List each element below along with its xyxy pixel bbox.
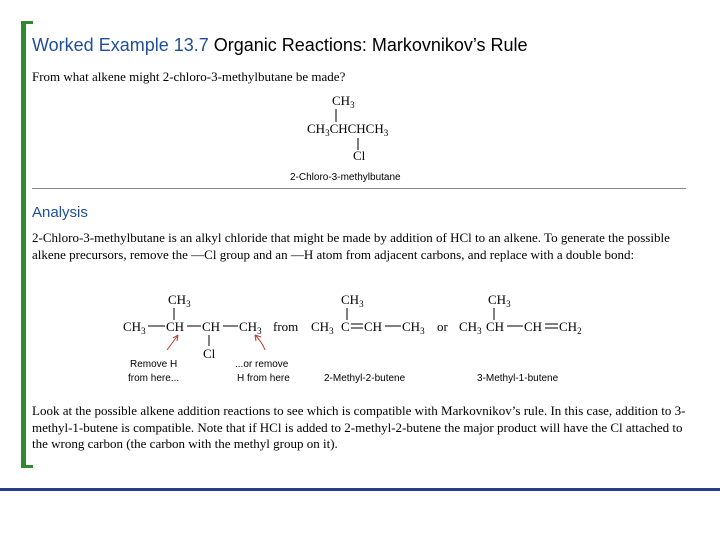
alkene1-c4: $CH_3$: [402, 319, 425, 336]
accent-bar-bottom-tick: [21, 465, 33, 468]
remove-h-right-label-1: ...or remove: [235, 359, 289, 370]
section-divider: [32, 188, 686, 189]
alkene1-top-ch3: $CH_3$: [341, 292, 364, 309]
alkene-precursor-scheme: [115, 288, 595, 388]
structure-2-chloro-3-methylbutane: [285, 90, 425, 185]
scheme-chloride: [123, 292, 290, 384]
scheme-chloride-c3: CH: [202, 319, 221, 334]
analysis-heading: Analysis: [32, 204, 88, 221]
scheme-from-word: from: [273, 319, 299, 334]
slide-title: [32, 35, 528, 56]
scheme-alkene-1: [311, 292, 425, 384]
scheme-or-word: or: [437, 319, 448, 334]
alkene1-c2: C: [341, 319, 350, 334]
left-accent-bar: [21, 21, 26, 468]
s1-bottom-cl: Cl: [353, 148, 366, 163]
analysis-paragraph: 2-Chloro-3-methylbutane is an alkyl chloride that might be made by addition of HCl to an alkene. To generate the possible alkene precursors, remove the —Cl group and an —H atom from adjacent carbons, and replace with a double bond:: [32, 230, 670, 262]
alkene2-c4: $CH_2$: [559, 319, 582, 336]
accent-bar-top-tick: [21, 21, 33, 24]
title-rest: Organic Reactions: Markovnikov’s Rule: [208, 35, 528, 55]
scheme-chloride-top-ch3: $CH_3$: [168, 292, 191, 309]
alkene1-c3: CH: [364, 319, 383, 334]
scheme-chloride-c2: CH: [166, 319, 185, 334]
conclusion-paragraph: Look at the possible alkene addition reactions to see which is compatible with Markovnikov’s rule. In this case, addition to 3-methyl-1-butene is compatible. Note that if HCl is added to 2-methyl-2-butene the major product will have the Cl attached to the wrong carbon (the carbon with the methyl group on it).: [32, 403, 686, 451]
alkene2-name: 3-Methyl-1-butene: [477, 373, 559, 384]
bottom-rule: [0, 488, 720, 491]
alkene2-c2: CH: [486, 319, 505, 334]
remove-h-left-arrow: [167, 335, 178, 350]
s1-caption: 2-Chloro-3-methylbutane: [290, 172, 401, 183]
alkene1-c1: $CH_3$: [311, 319, 334, 336]
question-text: From what alkene might 2-chloro-3-methylbutane be made?: [32, 69, 346, 84]
scheme-chloride-c1: $CH_3$: [123, 319, 146, 336]
alkene2-c3: CH: [524, 319, 543, 334]
remove-h-left-label-1: Remove H: [130, 359, 178, 370]
s1-main-chain: $CH_3CHCHCH_3$: [307, 121, 389, 138]
scheme-chloride-c4: $CH_3$: [239, 319, 262, 336]
alkene2-c1: $CH_3$: [459, 319, 482, 336]
remove-h-right-arrow: [255, 335, 265, 350]
alkene2-top-ch3: $CH_3$: [488, 292, 511, 309]
remove-h-right-label-2: H from here: [237, 373, 290, 384]
title-lead: Worked Example 13.7: [32, 35, 209, 55]
alkene1-name: 2-Methyl-2-butene: [324, 373, 406, 384]
s1-top-ch3: $CH_3$: [332, 93, 355, 110]
scheme-chloride-cl: Cl: [203, 346, 216, 361]
scheme-alkene-2: [459, 292, 582, 384]
remove-h-left-label-2: from here...: [128, 373, 180, 384]
